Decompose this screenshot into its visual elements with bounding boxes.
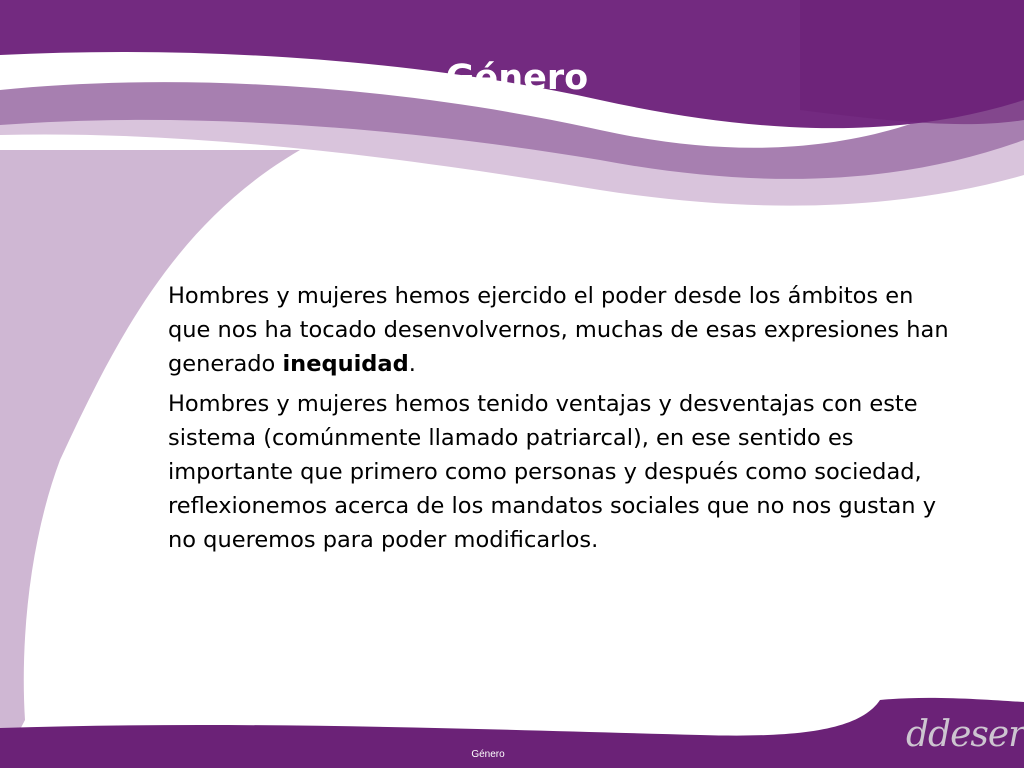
slide-title: Género <box>445 58 589 98</box>
footer-label: Género <box>471 749 505 760</box>
paragraph-1-end: . <box>408 351 416 377</box>
logo-text: ddeser <box>906 714 1024 755</box>
slide-body <box>168 279 958 563</box>
paragraph-1-text: Hombres y mujeres hemos ejercido el poder desde los ámbitos en que nos ha tocado desenvolvernos, muchas de esas expresiones han generado <box>168 283 949 377</box>
paragraph-1 <box>168 279 958 381</box>
ddeser-logo <box>906 712 1024 758</box>
paragraph-1-bold: inequidad <box>282 351 409 377</box>
paragraph-2: Hombres y mujeres hemos tenido ventajas y desventajas con este sistema (comúnmente llamado patriarcal), en ese sentido es importante que primero como personas y después como sociedad, reflexionemos acerca de los mandatos sociales que no nos gustan y no queremos para poder modificarlos. <box>168 391 937 553</box>
